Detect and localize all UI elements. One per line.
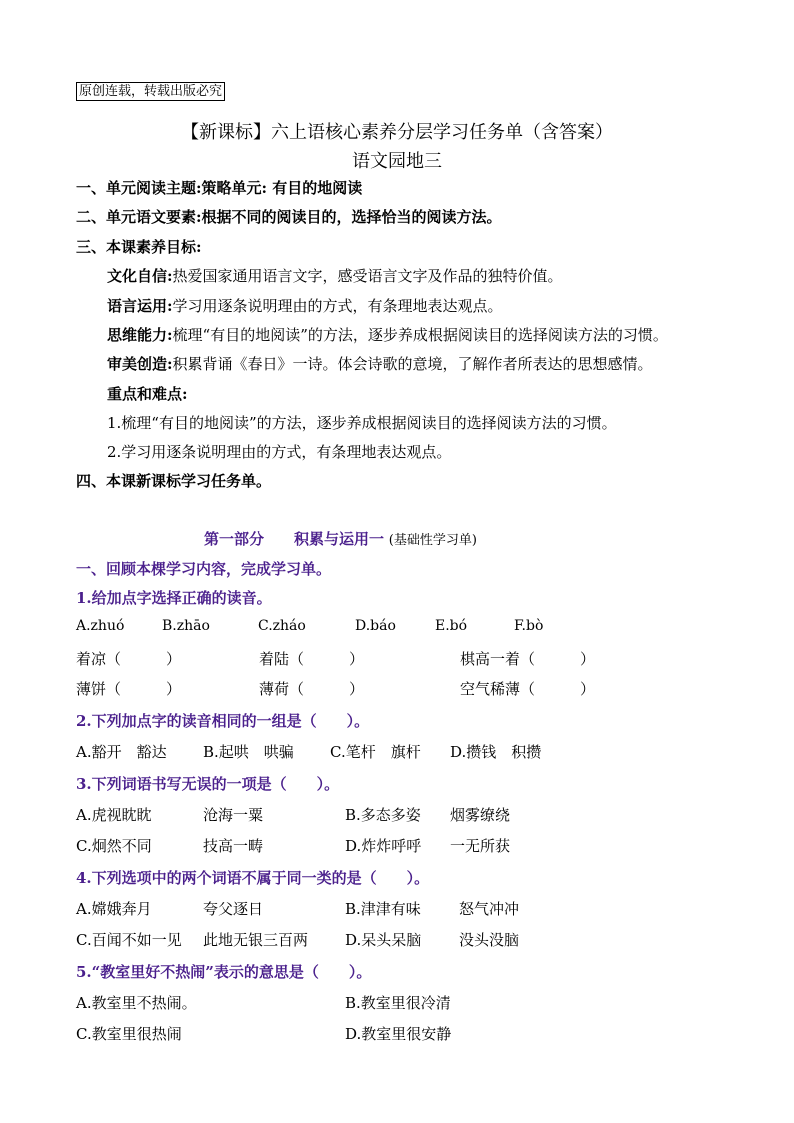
q5-option-c: C.教室里很热闹 xyxy=(76,1025,182,1043)
q4-option-c2: 此地无银三百两 xyxy=(203,931,309,949)
q1-blank[interactable]: 着陆（ ） xyxy=(259,650,365,668)
q4-option-a2: 夸父逐日 xyxy=(203,900,264,918)
goal-text: 梳理“有目的地阅读”的方法，逐步养成根据阅读目的选择阅读方法的习惯。 xyxy=(172,326,668,344)
q1-option-f: F.bò xyxy=(514,618,544,634)
q3-option-a2: 沧海一粟 xyxy=(203,806,264,824)
q5-option-d: D.教室里很安静 xyxy=(345,1025,452,1043)
q3-option-b1: B.多态多姿 xyxy=(345,806,421,824)
q4-option-a1: A.嫦娥奔月 xyxy=(76,900,152,918)
goal-text: 学习用逐条说明理由的方式，有条理地表达观点。 xyxy=(172,297,503,315)
goal-aesthetic xyxy=(107,353,653,374)
goal-label: 审美创造: xyxy=(107,355,173,373)
q3-option-c1: C.炯然不同 xyxy=(76,837,152,855)
q3-option-d1: D.炸炸呼呼 xyxy=(345,837,422,855)
keypoints-label: 重点和难点: xyxy=(107,385,188,403)
part1-title: 第一部分 积累与运用一 xyxy=(204,530,385,548)
q3-stem: 3.下列词语书写无误的一项是（ ）。 xyxy=(76,775,340,793)
q1-blank[interactable]: 薄饼（ ） xyxy=(76,680,182,698)
q1-option-e: E.bó xyxy=(435,618,468,634)
q2-stem: 2.下列加点字的读音相同的一组是（ ）。 xyxy=(76,712,370,730)
goal-label: 思维能力: xyxy=(107,326,173,344)
section-language-elements: 二、单元语文要素:根据不同的阅读目的，选择恰当的阅读方法。 xyxy=(76,208,502,226)
q4-stem: 4.下列选项中的两个词语不属于同一类的是（ ）。 xyxy=(76,869,430,887)
goal-text: 热爱国家通用语言文字，感受语言文字及作品的独特价值。 xyxy=(172,267,563,285)
copyright-stamp: 原创连载，转载出版必究 xyxy=(76,82,225,101)
q1-option-c: C.zháo xyxy=(258,618,306,634)
document-subtitle: 语文园地三 xyxy=(352,151,442,172)
goal-thinking xyxy=(107,324,668,345)
q3-option-a1: A.虎视眈眈 xyxy=(76,806,152,824)
section-goals-heading: 三、本课素养目标: xyxy=(76,238,202,256)
goal-label: 文化自信: xyxy=(107,267,173,285)
q1-stem: 1.给加点字选择正确的读音。 xyxy=(76,589,272,607)
goal-language-use xyxy=(107,295,503,316)
goal-label: 语言运用: xyxy=(107,297,173,315)
keypoint-2: 2.学习用逐条说明理由的方式，有条理地表达观点。 xyxy=(107,443,452,461)
q5-option-b: B.教室里很冷清 xyxy=(345,994,451,1012)
goal-cultural-confidence xyxy=(107,265,563,286)
q5-option-a: A.教室里不热闹。 xyxy=(76,994,197,1012)
q4-option-b2: 怒气冲冲 xyxy=(459,900,520,918)
q4-option-d1: D.呆头呆脑 xyxy=(345,931,422,949)
document-title: 【新课标】六上语核心素养分层学习任务单（含答案） xyxy=(181,122,613,143)
q2-option-a: A.豁开 豁达 xyxy=(76,743,167,761)
q2-option-c: C.笔杆 旗杆 xyxy=(330,743,421,761)
part1-subtitle: (基础性学习单) xyxy=(388,533,477,548)
goal-text: 积累背诵《春日》一诗。体会诗歌的意境，了解作者所表达的思想感情。 xyxy=(172,355,653,373)
q3-option-c2: 技高一畴 xyxy=(203,837,264,855)
q1-blank[interactable]: 空气稀薄（ ） xyxy=(460,680,596,698)
q3-option-b2: 烟雾缭绕 xyxy=(450,806,511,824)
keypoint-1: 1.梳理“有目的地阅读”的方法，逐步养成根据阅读目的选择阅读方法的习惯。 xyxy=(107,414,617,432)
q1-option-b: B.zhāo xyxy=(162,618,210,634)
q1-blank[interactable]: 着凉（ ） xyxy=(76,650,182,668)
q3-option-d2: 一无所获 xyxy=(450,837,511,855)
q1-option-a: A.zhuó xyxy=(76,618,125,634)
q5-stem: 5.“教室里好不热闹”表示的意思是（ ）。 xyxy=(76,963,372,981)
q1-blank[interactable]: 棋高一着（ ） xyxy=(460,650,596,668)
q1-option-d: D.báo xyxy=(355,618,396,634)
q2-option-b: B.起哄 哄骗 xyxy=(203,743,294,761)
q4-option-d2: 没头没脑 xyxy=(459,931,520,949)
q4-option-b1: B.津津有味 xyxy=(345,900,421,918)
part1-heading xyxy=(204,528,477,549)
q4-option-c1: C.百闻不如一见 xyxy=(76,931,182,949)
q1-blank[interactable]: 薄荷（ ） xyxy=(259,680,365,698)
part1-intro: 一、回顾本棵学习内容，完成学习单。 xyxy=(76,560,332,578)
section-task-list: 四、本课新课标学习任务单。 xyxy=(76,472,272,490)
q2-option-d: D.攒钱 积攒 xyxy=(450,743,542,761)
section-reading-theme: 一、单元阅读主题:策略单元: 有目的地阅读 xyxy=(76,179,363,197)
